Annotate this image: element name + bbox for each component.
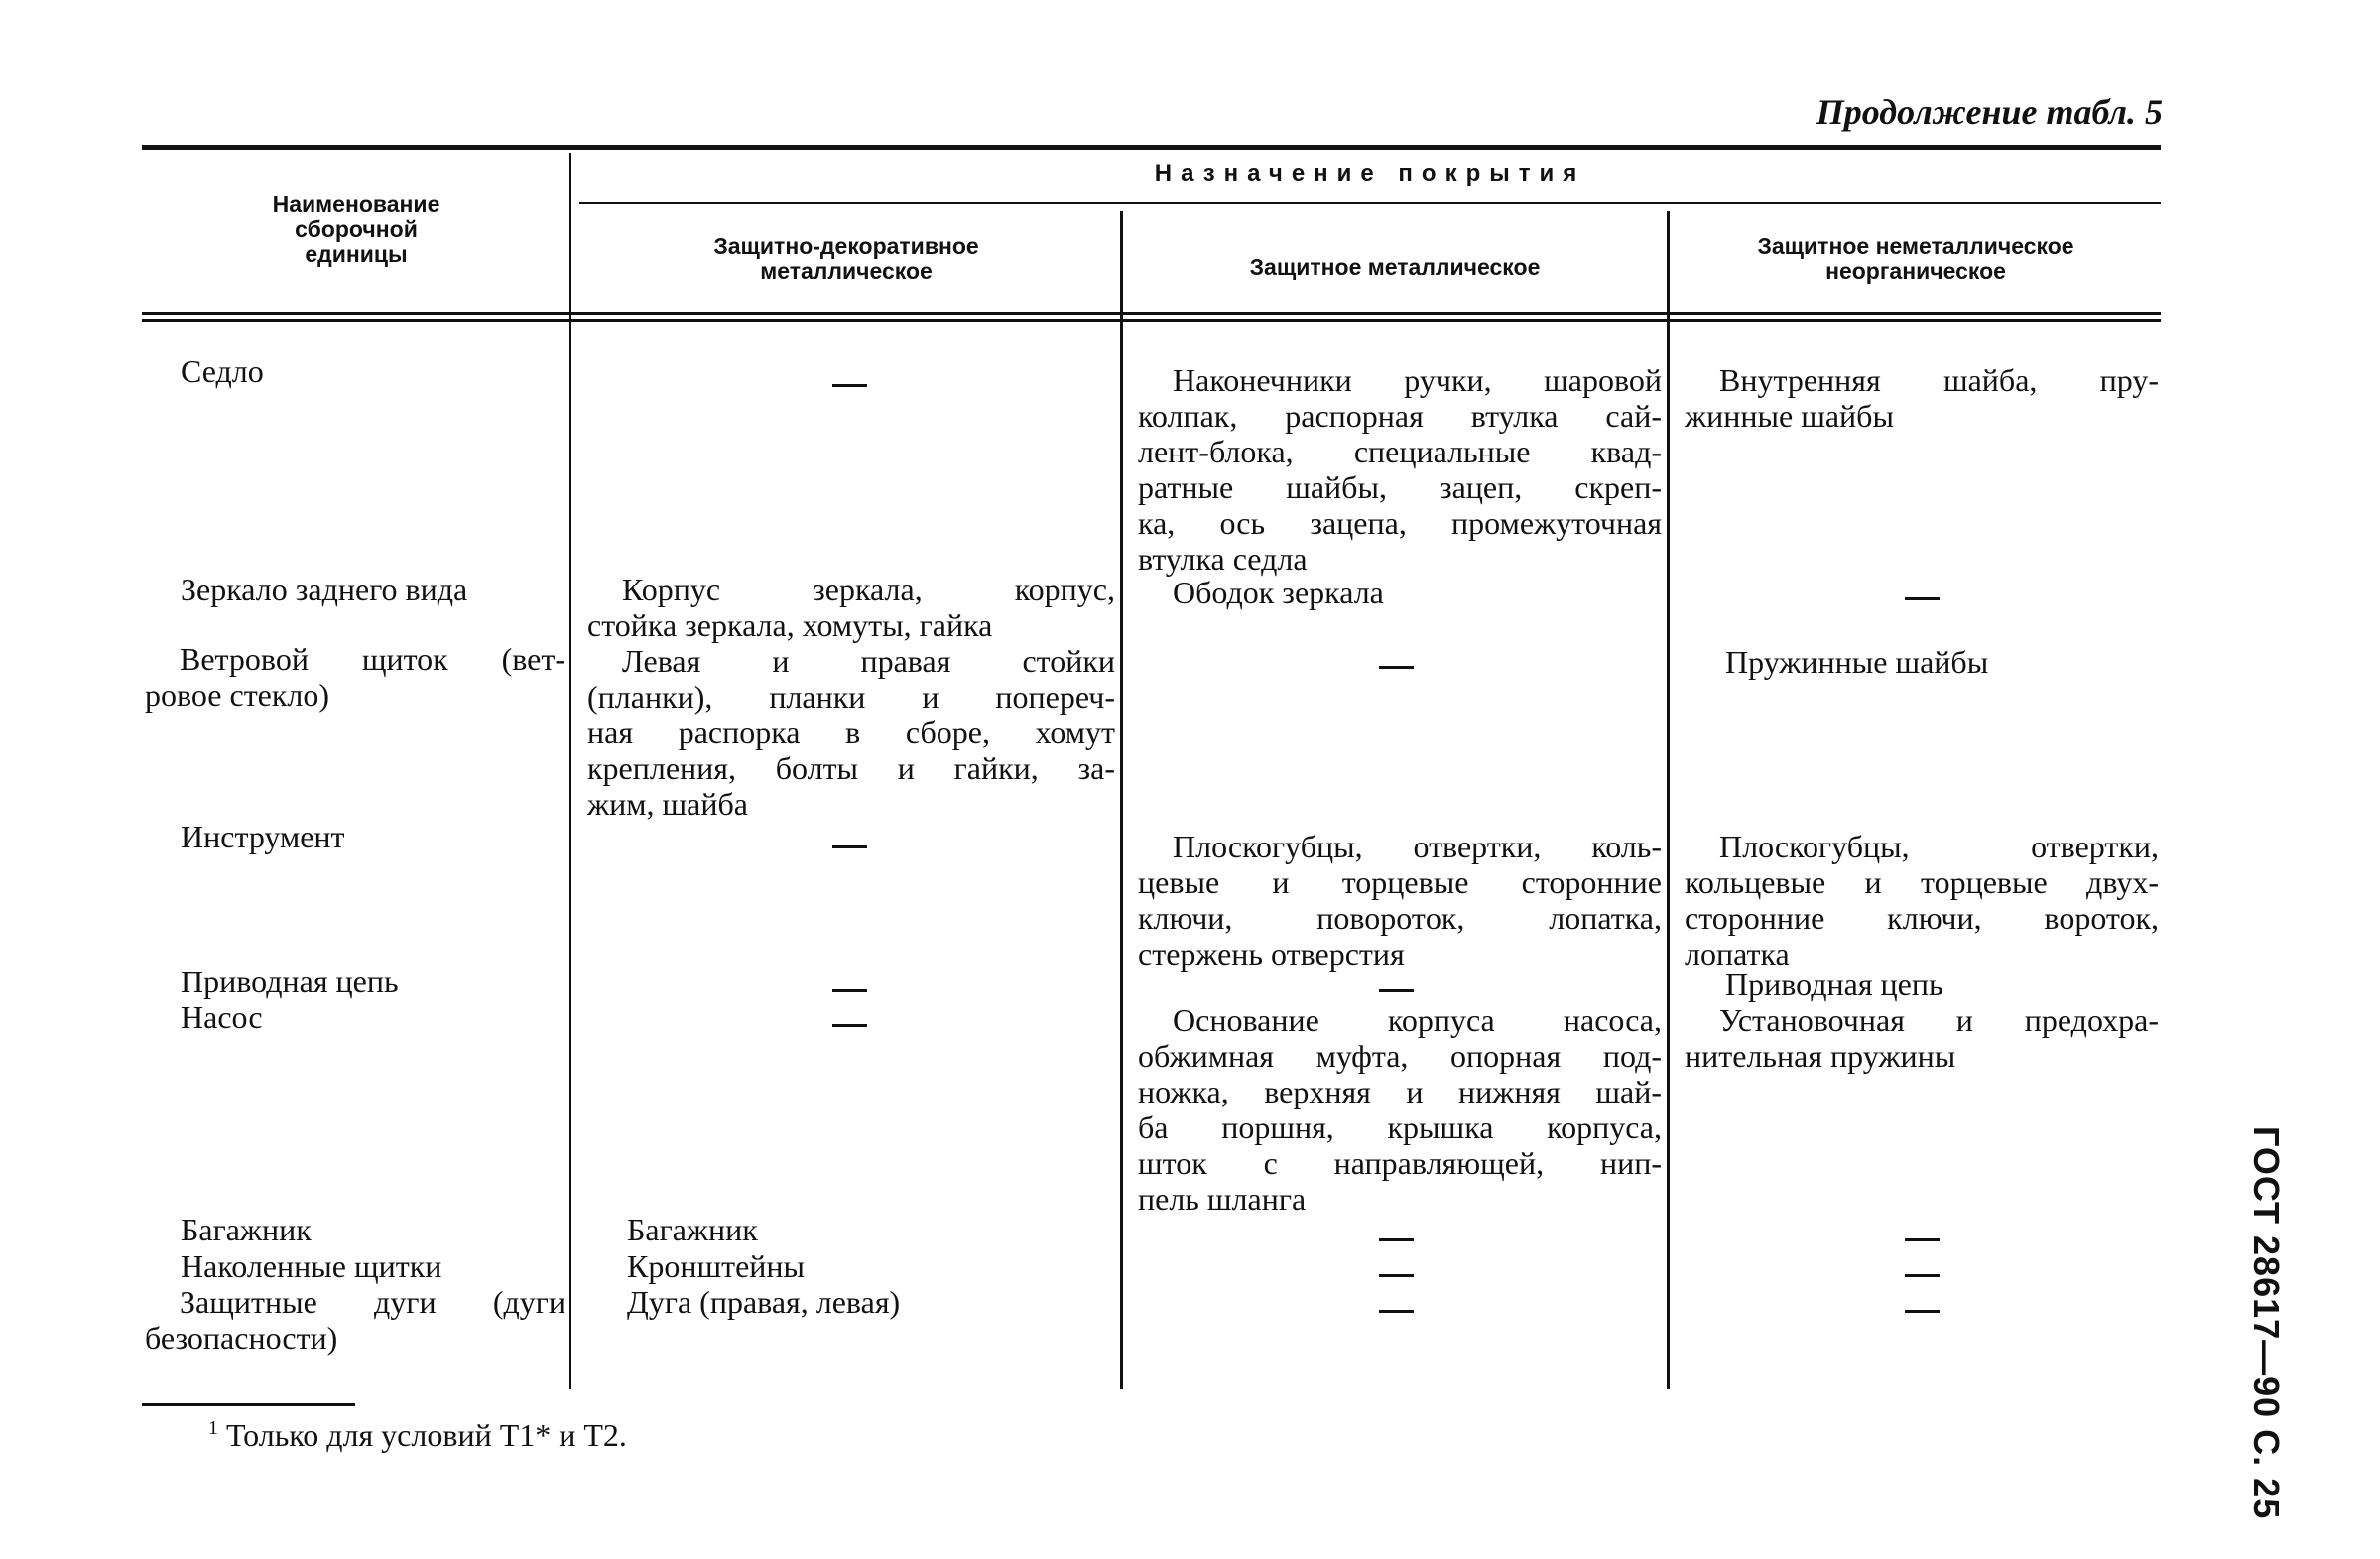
cell-line: Левая и правая стойки	[622, 643, 1115, 679]
cell-line: ровое стекло)	[145, 677, 330, 713]
row-decorative-mirror	[587, 572, 1115, 643]
header-col1-line: Наименование	[272, 192, 440, 217]
row-name-knee-guards: Наколенные щитки	[181, 1248, 442, 1284]
row-name-crash-bars	[145, 1284, 565, 1356]
cell-line: жим, шайба	[587, 786, 748, 822]
empty-dash	[832, 845, 867, 848]
cell-line: Плоскогубцы, отвертки, коль-	[1173, 829, 1662, 864]
gost-side-label: ГОСТ 28617—90 С. 25	[2246, 1126, 2287, 1520]
empty-dash	[1905, 597, 1940, 600]
cell-line: втулка седла	[1138, 541, 1308, 577]
cell-line: (планки), планки и попереч-	[587, 679, 1115, 715]
empty-dash	[1905, 1238, 1940, 1241]
table-top-rule	[142, 145, 2161, 150]
cell-line: лопатка	[1685, 936, 1790, 972]
header-col2-line: металлическое	[760, 258, 933, 284]
group-header-rule	[579, 202, 2161, 204]
cell-line: Наконечники ручки, шаровой	[1173, 362, 1662, 398]
cell-line: Основание корпуса насоса,	[1173, 1002, 1662, 1038]
cell-line: ка, ось зацепа, промежуточная	[1138, 505, 1662, 541]
header-bottom-rule-2	[142, 319, 2161, 322]
cell-line: лент-блока, специальные квад-	[1138, 434, 1662, 469]
cell-line: Установочная и предохра-	[1719, 1002, 2159, 1038]
empty-dash	[1379, 1238, 1414, 1241]
cell-line: Корпус зеркала, корпус,	[622, 572, 1115, 607]
cell-line: ножка, верхняя и нижняя шай-	[1138, 1074, 1662, 1109]
row-nonmetallic-tools	[1685, 829, 2159, 972]
empty-dash	[832, 384, 867, 387]
empty-dash	[1379, 666, 1414, 669]
empty-dash	[1379, 989, 1414, 992]
header-col2	[575, 234, 1117, 284]
empty-dash	[832, 989, 867, 992]
row-metallic-saddle	[1138, 362, 1662, 577]
empty-dash	[1379, 1310, 1414, 1313]
footnote-text: Только для условий Т1* и Т2.	[226, 1417, 627, 1453]
empty-dash	[1379, 1274, 1414, 1277]
cell-line: Ветровой щиток (вет-	[180, 641, 565, 677]
cell-line: кольцевые и торцевые двух-	[1685, 864, 2159, 900]
row-name-tools: Инструмент	[181, 819, 345, 854]
row-name-mirror: Зеркало заднего вида	[181, 572, 468, 607]
column-divider-3	[1667, 211, 1670, 1389]
header-col2-line: Защитно-декоративное	[713, 233, 979, 259]
row-nonmetallic-pump	[1685, 1002, 2159, 1074]
cell-line: Внутренняя шайба, пру-	[1719, 362, 2159, 398]
cell-line: ба поршня, крышка корпуса,	[1138, 1109, 1662, 1145]
header-col4-line: Защитное неметаллическое	[1757, 233, 2074, 259]
cell-line: пель шланга	[1138, 1181, 1307, 1217]
table-continuation-caption: Продолжение табл. 5	[1816, 92, 2163, 132]
row-decorative-crash-bars: Дуга (правая, левая)	[627, 1284, 901, 1320]
column-divider-2	[1120, 211, 1123, 1389]
row-nonmetallic-windshield: Пружинные шайбы	[1725, 644, 1989, 680]
footnote-mark: 1	[208, 1417, 218, 1439]
header-col4	[1673, 234, 2159, 284]
empty-dash	[1905, 1310, 1940, 1313]
cell-line: ная распорка в сборе, хомут	[587, 715, 1115, 750]
row-name-rack: Багажник	[181, 1212, 312, 1247]
header-bottom-rule	[142, 312, 2161, 315]
row-metallic-tools	[1138, 829, 1662, 972]
cell-line: безопасности)	[145, 1320, 338, 1356]
header-col1-line: единицы	[305, 241, 408, 267]
cell-line: жинные шайбы	[1685, 398, 1894, 434]
cell-line: цевые и торцевые сторонние	[1138, 864, 1662, 900]
footnote	[208, 1417, 627, 1454]
row-metallic-mirror: Ободок зеркала	[1173, 575, 1384, 610]
header-col4-line: неорганическое	[1825, 258, 2006, 284]
cell-line: нительная пружины	[1685, 1038, 1956, 1074]
row-name-saddle: Седло	[181, 353, 264, 389]
cell-line: Защитные дуги (дуги	[180, 1284, 565, 1320]
row-name-windshield	[145, 641, 565, 713]
row-name-chain: Приводная цепь	[181, 964, 399, 999]
footnote-rule	[142, 1403, 355, 1406]
cell-line: шток с направляющей, нип-	[1138, 1145, 1662, 1181]
row-nonmetallic-saddle	[1685, 362, 2159, 434]
row-nonmetallic-chain: Приводная цепь	[1725, 967, 1943, 1002]
cell-line: крепления, болты и гайки, за-	[587, 750, 1115, 786]
header-col1	[145, 193, 567, 267]
cell-line: стойка зеркала, хомуты, гайка	[587, 607, 993, 643]
empty-dash	[832, 1024, 867, 1027]
header-group: Назначение покрытия	[1154, 160, 1586, 187]
row-decorative-knee-guards: Кронштейны	[627, 1248, 806, 1284]
cell-line: обжимная муфта, опорная под-	[1138, 1038, 1662, 1074]
cell-line: Плоскогубцы, отвертки,	[1719, 829, 2159, 864]
row-decorative-rack: Багажник	[627, 1212, 758, 1247]
header-col3: Защитное металлическое	[1249, 254, 1541, 280]
cell-line: ратные шайбы, зацеп, скреп-	[1138, 469, 1662, 505]
column-divider-1	[569, 153, 571, 1389]
cell-line: ключи, поворотoк, лопатка,	[1138, 900, 1662, 936]
cell-line: колпак, распорная втулка сай-	[1138, 398, 1662, 434]
cell-line: сторонние ключи, вороток,	[1685, 900, 2159, 936]
row-decorative-windshield	[587, 643, 1115, 822]
empty-dash	[1905, 1274, 1940, 1277]
row-name-pump: Насос	[181, 999, 263, 1035]
row-metallic-pump	[1138, 1002, 1662, 1217]
header-col1-line: сборочной	[295, 216, 418, 242]
cell-line: стержень отверстия	[1138, 936, 1405, 972]
